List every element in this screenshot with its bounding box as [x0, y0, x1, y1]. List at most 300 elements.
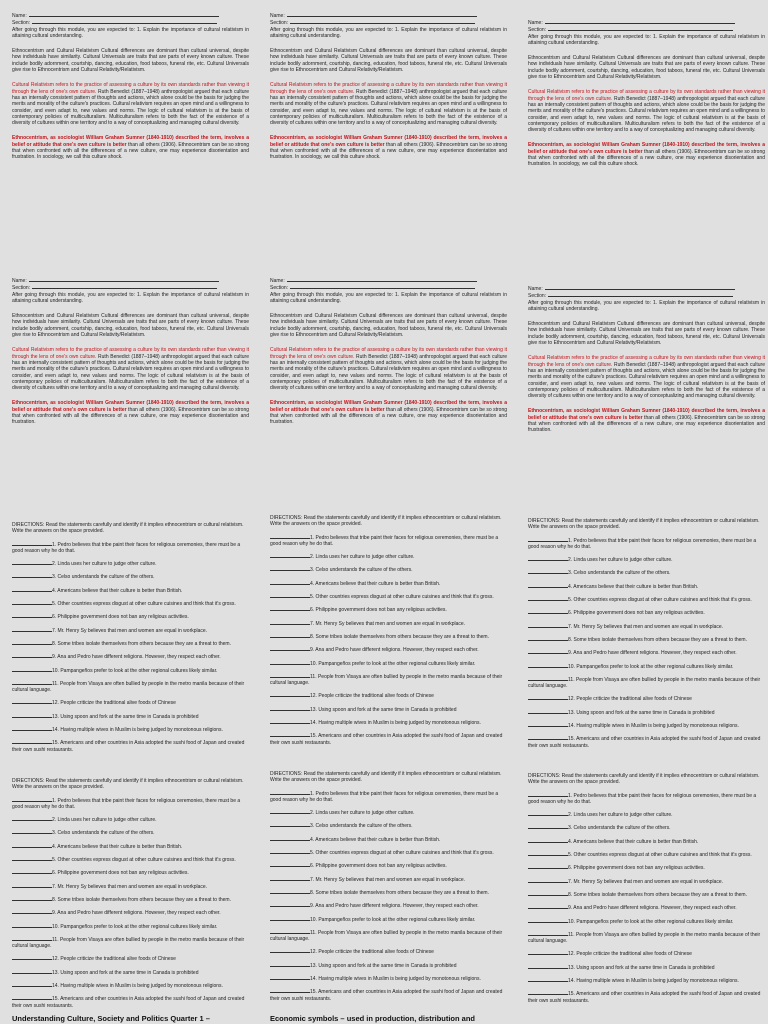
answer-blank[interactable] — [270, 660, 310, 665]
quiz-item-text: 7. Mr. Henry Sy believes that men and women are equal in workplace. — [568, 878, 724, 885]
name-label: Name: — [270, 278, 285, 284]
quiz-item — [12, 573, 249, 580]
answer-blank[interactable] — [270, 809, 310, 814]
answer-blank[interactable] — [12, 699, 52, 704]
answer-blank[interactable] — [270, 593, 310, 598]
quiz-item-text: 3. Celso understands the culture of the others. — [568, 570, 671, 577]
answer-blank[interactable] — [12, 896, 52, 901]
answer-blank[interactable] — [528, 722, 568, 727]
answer-blank[interactable] — [528, 904, 568, 909]
answer-blank[interactable] — [12, 739, 52, 744]
quiz-item-text: 15. Americans and other countries in Asia adopted the sushi food of Japan and created their own sushi restaurants. — [12, 996, 245, 1009]
answer-blank[interactable] — [12, 627, 52, 632]
quiz-item-text: 4. Americans believe that their culture is better than British. — [568, 583, 699, 590]
answer-blank[interactable] — [270, 889, 310, 894]
cultural-relativism-detail: Ruth Benedict (1887–1948) anthropologist argued that each culture has an internally consistent pattern of thoughts and actions, which alone could be the basis for judging the merits and morality of the culture's practices. Cultural relativism requires an open mind and a willingness to consider, and even adapt to, new values and norms. The logic of cultural relativism is at the basis of contemporary policies of multiculturalism. Multiculturalism refers to both the fact of the existence of a diversity of cultures within one territory and to a way of conceptualizing and managing cultural diversity. — [12, 353, 249, 392]
answer-blank[interactable] — [270, 646, 310, 651]
quiz-item — [270, 876, 507, 883]
answer-blank[interactable] — [528, 918, 568, 923]
answer-blank[interactable] — [12, 600, 52, 605]
answer-blank[interactable] — [12, 883, 52, 888]
name-blank[interactable] — [287, 12, 477, 17]
quiz-item-text: 7. Mr. Henry Sy believes that men and women are equal in workplace. — [52, 627, 208, 634]
quiz-item — [528, 556, 765, 563]
quiz-item-text: 13. Using spoon and fork at the same time in Canada is prohibited — [568, 709, 715, 716]
quiz-item — [12, 640, 249, 647]
answer-blank[interactable] — [270, 580, 310, 585]
quiz-item — [528, 977, 765, 984]
quiz-item — [528, 931, 765, 945]
quiz-item-text: 4. Americans believe that their culture is better than British. — [52, 843, 183, 850]
ethnocentrism-definition: Ethnocentrism, as sociologist William Graham Sumner (1840-1910) described the term, involves a belief or attitude that one's own culture is better — [270, 135, 507, 148]
quiz-item-text: 9. Ana and Pedro have different religions. However, they respect each other. — [310, 647, 479, 654]
answer-blank[interactable] — [270, 732, 310, 737]
quiz-item — [12, 955, 249, 962]
quiz-item — [270, 646, 507, 653]
ethnocentrism-paragraph — [270, 400, 507, 425]
quiz-item — [12, 587, 249, 594]
quiz-item — [12, 883, 249, 890]
quiz-item-text: 11. People from Visaya are often bullied by people in the metro manila because of their cultural language. — [270, 673, 503, 687]
quiz-item-text: 8. Some tribes isolate themselves from others because they are a threat to them. — [568, 636, 747, 643]
section-line[interactable] — [528, 26, 765, 33]
quiz-item-text: 12. People criticize the traditional alive foods of Chinese — [52, 956, 176, 963]
answer-blank[interactable] — [528, 709, 568, 714]
quiz-item-text: 2. Linda uses her culture to judge other culture. — [52, 817, 157, 824]
answer-blank[interactable] — [270, 902, 310, 907]
module-cell — [270, 277, 507, 432]
quiz-cell — [270, 771, 507, 1008]
quiz-item — [528, 918, 765, 925]
quiz-item-text: 3. Celso understands the culture of the others. — [310, 823, 413, 830]
answer-blank[interactable] — [270, 836, 310, 841]
section-line[interactable] — [528, 292, 765, 299]
quiz-item — [12, 982, 249, 989]
section-blank[interactable] — [290, 284, 475, 289]
name-line[interactable] — [270, 12, 507, 19]
quiz-item — [270, 719, 507, 726]
name-line[interactable] — [528, 285, 765, 292]
ethnocentrism-detail: than all others (1906). Ethnocentrism can be so strong that when confronted with all the differences of a new culture, one may experience disorientation and frustration. — [270, 141, 507, 161]
quiz-item — [12, 653, 249, 660]
quiz-item — [12, 699, 249, 706]
quiz-item — [528, 735, 765, 749]
quiz-item — [528, 569, 765, 576]
cultural-universals-paragraph: Ethnocentrism and Cultural Relativism Cultural differences are dominant than cultural universal, despite how individuals have similarity. Cultural Universals are traits that are parts of every known culture. These include bodily adornment, courtship, dancing, education, food taboos, funeral rite, etc. Cultural Universals give rise to Ethnocentrism and Cultural Relativity/Relativism. — [12, 313, 249, 339]
quiz-item — [528, 811, 765, 818]
module-cell — [528, 19, 765, 174]
quiz-cell — [270, 515, 507, 752]
quiz-item — [12, 560, 249, 567]
answer-blank[interactable] — [12, 816, 52, 821]
answer-blank[interactable] — [12, 955, 52, 960]
quiz-item — [528, 950, 765, 957]
answer-blank[interactable] — [528, 735, 568, 740]
quiz-cell — [528, 518, 765, 755]
answer-blank[interactable] — [12, 587, 52, 592]
section-label: Section: — [528, 293, 547, 300]
quiz-item-text: 10. Pampangeños prefer to look at the other regional cultures likely similar. — [310, 660, 476, 667]
answer-blank[interactable] — [12, 936, 52, 941]
quiz-item — [270, 706, 507, 713]
section-line[interactable] — [12, 284, 249, 291]
quiz-item-text: 2. Linda uses her culture to judge other culture. — [568, 812, 673, 819]
quiz-item-text: 2. Linda uses her culture to judge other culture. — [310, 554, 415, 561]
answer-blank[interactable] — [12, 829, 52, 834]
quiz-item-text: 14. Having multiple wives in Muslim is being judged by monotonous religions. — [568, 723, 739, 730]
answer-blank[interactable] — [270, 862, 310, 867]
answer-blank[interactable] — [12, 573, 52, 578]
name-blank[interactable] — [29, 12, 219, 17]
answer-blank[interactable] — [528, 537, 568, 542]
quiz-item-text: 14. Having multiple wives in Muslim is being judged by monotonous religions. — [568, 978, 739, 985]
quiz-item — [528, 583, 765, 590]
section-label: Section: — [270, 285, 289, 292]
answer-blank[interactable] — [528, 838, 568, 843]
quiz-item-text: 14. Having multiple wives in Muslim is being judged by monotonous religions. — [52, 983, 223, 990]
quiz-item-text: 6. Philippine government does not ban any religious activities. — [310, 863, 447, 870]
answer-blank[interactable] — [270, 988, 310, 993]
quiz-item — [528, 824, 765, 831]
answer-blank[interactable] — [270, 916, 310, 921]
cultural-relativism-paragraph — [528, 355, 765, 399]
quiz-item — [12, 816, 249, 823]
ethnocentrism-paragraph — [12, 400, 249, 425]
answer-blank[interactable] — [270, 975, 310, 980]
quiz-item-text: 3. Celso understands the culture of the others. — [310, 567, 413, 574]
quiz-cell — [12, 778, 249, 1015]
quiz-item — [270, 836, 507, 843]
answer-blank[interactable] — [12, 869, 52, 874]
name-line[interactable] — [12, 277, 249, 284]
quiz-item-text: 8. Some tribes isolate themselves from others because they are a threat to them. — [310, 633, 489, 640]
answer-blank[interactable] — [528, 931, 568, 936]
quiz-item — [270, 732, 507, 746]
ethnocentrism-definition: Ethnocentrism, as sociologist William Graham Sumner (1840-1910) described the term, involves a belief or attitude that one's own culture is better — [12, 400, 249, 413]
quiz-item — [12, 613, 249, 620]
quiz-item — [270, 553, 507, 560]
quiz-item-text: 11. People from Visaya are often bullied by people in the metro manila because of their cultural language. — [528, 676, 761, 690]
quiz-item-text: 1. Pedro believes that tribe paint their faces for religious ceremonies, there must be a good reason why he do that. — [270, 534, 499, 547]
module-cell — [12, 12, 249, 167]
name-blank[interactable] — [545, 285, 735, 290]
objective-text: After going through this module, you are expected to: 1. Explain the importance of cultural relativism in attaining cultural understanding. — [270, 291, 507, 304]
cultural-relativism-paragraph — [528, 89, 765, 133]
ethnocentrism-paragraph — [528, 142, 765, 167]
quiz-item-text: 7. Mr. Henry Sy believes that men and women are equal in workplace. — [310, 620, 466, 627]
cultural-relativism-detail: Ruth Benedict (1887–1948) anthropologist argued that each culture has an internally consistent pattern of thoughts and actions, which alone could be the basis for judging the merits and morality of the culture's practices. Cultural relativism requires an open mind and a willingness to consider, and even adapt to, new values and norms. The logic of cultural relativism is at the basis of contemporary policies of multiculturalism. Multiculturalism refers to both the fact of the existence of a diversity of cultures within one territory and to a way of conceptualizing and managing cultural diversity. — [270, 88, 507, 127]
quiz-item-text: 15. Americans and other countries in Asia adopted the sushi food of Japan and created their own sushi restaurants. — [270, 989, 503, 1002]
answer-blank[interactable] — [12, 856, 52, 861]
name-blank[interactable] — [29, 277, 219, 282]
quiz-item — [270, 673, 507, 687]
quiz-item — [12, 896, 249, 903]
name-label: Name: — [270, 13, 285, 19]
answer-blank[interactable] — [270, 790, 310, 795]
quiz-item-text: 10. Pampangeños prefer to look at the other regional cultures likely similar. — [568, 663, 734, 670]
quiz-item — [270, 902, 507, 909]
answer-blank[interactable] — [528, 609, 568, 614]
cultural-universals-paragraph: Ethnocentrism and Cultural Relativism Cultural differences are dominant than cultural universal, despite how individuals have similarity. Cultural Universals are traits that are parts of every known culture. These include bodily adornment, courtship, dancing, education, food taboos, funeral rite, etc. Cultural Universals give rise to Ethnocentrism and Cultural Relativity/Relativism. — [528, 55, 765, 81]
cultural-relativism-definition: Cultural Relativism refers to the practice of assessing a culture by its own standards rather than viewing it through the lens of one's own culture. — [12, 82, 249, 95]
quiz-item-text: 11. People from Visaya are often bullied by people in the metro manila because of their cultural language. — [270, 929, 503, 943]
cultural-relativism-definition: Cultural Relativism refers to the practice of assessing a culture by its own standards rather than viewing it through the lens of one's own culture. — [528, 89, 765, 102]
quiz-directions: DIRECTIONS: Read the statements carefully and identify if it implies ethnocentrism or cultural relativism. Write the answers on the space provided. — [270, 515, 502, 528]
quiz-item — [528, 838, 765, 845]
answer-blank[interactable] — [12, 653, 52, 658]
quiz-item — [528, 792, 765, 806]
ethnocentrism-detail: than all others (1906). Ethnocentrism can be so strong that when confronted with all the differences of a new culture, one may experience disorientation and frustration. — [12, 141, 249, 161]
section-line[interactable] — [270, 284, 507, 291]
quiz-directions: DIRECTIONS: Read the statements carefully and identify if it implies ethnocentrism or cultural relativism. Write the answers on the space provided. — [270, 771, 502, 784]
answer-blank[interactable] — [528, 556, 568, 561]
answer-blank[interactable] — [270, 633, 310, 638]
quiz-item — [270, 566, 507, 573]
answer-blank[interactable] — [270, 692, 310, 697]
name-blank[interactable] — [287, 277, 477, 282]
quiz-item — [270, 916, 507, 923]
quiz-item-text: 2. Linda uses her culture to judge other culture. — [568, 557, 673, 564]
quiz-item — [270, 849, 507, 856]
cultural-universals-paragraph: Ethnocentrism and Cultural Relativism Cultural differences are dominant than cultural universal, despite how individuals have similarity. Cultural Universals are traits that are parts of every known culture. These include bodily adornment, courtship, dancing, education, food taboos, funeral rite, etc. Cultural Universals give rise to Ethnocentrism and Cultural Relativity/Relativism. — [12, 48, 249, 74]
quiz-item-text: 6. Philippine government does not ban any religious activities. — [52, 614, 189, 621]
ethnocentrism-definition: Ethnocentrism, as sociologist William Graham Sumner (1840-1910) described the term, involves a belief or attitude that one's own culture is better — [528, 142, 765, 155]
quiz-item-text: 14. Having multiple wives in Muslim is being judged by monotonous religions. — [52, 727, 223, 734]
answer-blank[interactable] — [12, 995, 52, 1000]
answer-blank[interactable] — [12, 969, 52, 974]
answer-blank[interactable] — [12, 982, 52, 987]
quiz-item-text: 5. Other countries express disgust at other culture cuisines and think that it's gross. — [52, 857, 236, 864]
quiz-item — [528, 609, 765, 616]
answer-blank[interactable] — [528, 636, 568, 641]
quiz-item — [528, 623, 765, 630]
culture-shock-note: In sociology, we call this culture shock. — [35, 154, 123, 161]
quiz-item — [270, 988, 507, 1002]
quiz-cell — [528, 773, 765, 1010]
quiz-item — [12, 541, 249, 555]
cultural-relativism-detail: Ruth Benedict (1887–1948) anthropologist argued that each culture has an internally consistent pattern of thoughts and actions, which alone could be the basis for judging the merits and morality of the culture's practices. Cultural relativism requires an open mind and a willingness to consider, and even adapt to, new values and norms. The logic of cultural relativism is at the basis of contemporary policies of multiculturalism. Multiculturalism refers to both the fact of the existence of a diversity of cultures within one territory and to a way of conceptualizing and managing cultural diversity. — [528, 361, 765, 400]
quiz-item — [12, 869, 249, 876]
quiz-item — [528, 964, 765, 971]
module-cell — [270, 12, 507, 167]
answer-blank[interactable] — [12, 843, 52, 848]
quiz-item — [528, 709, 765, 716]
cultural-relativism-paragraph — [12, 347, 249, 391]
answer-blank[interactable] — [528, 977, 568, 982]
answer-blank[interactable] — [528, 891, 568, 896]
answer-blank[interactable] — [270, 566, 310, 571]
answer-blank[interactable] — [528, 623, 568, 628]
quiz-item-text: 14. Having multiple wives in Muslim is being judged by monotonous religions. — [310, 720, 481, 727]
quiz-item-text: 3. Celso understands the culture of the others. — [52, 830, 155, 837]
quiz-item-text: 1. Pedro believes that tribe paint their faces for religious ceremonies, there must be a good reason why he do that. — [12, 541, 241, 554]
name-line[interactable] — [12, 12, 249, 19]
answer-blank[interactable] — [12, 613, 52, 618]
quiz-item-text: 10. Pampangeños prefer to look at the other regional cultures likely similar. — [568, 918, 734, 925]
quiz-item-text: 5. Other countries express disgust at other culture cuisines and think that it's gross. — [568, 852, 752, 859]
answer-blank[interactable] — [528, 811, 568, 816]
quiz-item-text: 9. Ana and Pedro have different religions. However, they respect each other. — [52, 910, 221, 917]
quiz-item-text: 2. Linda uses her culture to judge other culture. — [52, 561, 157, 568]
section-blank[interactable] — [32, 19, 217, 24]
answer-blank[interactable] — [12, 726, 52, 731]
section-label: Section: — [12, 20, 31, 27]
ethnocentrism-definition: Ethnocentrism, as sociologist William Graham Sumner (1840-1910) described the term, involves a belief or attitude that one's own culture is better — [270, 400, 507, 413]
quiz-item-text: 14. Having multiple wives in Muslim is being judged by monotonous religions. — [310, 976, 481, 983]
ethnocentrism-detail: than all others (1906). Ethnocentrism can be so strong that when confronted with all the differences of a new culture, one may experience disorientation and frustration. — [528, 148, 765, 168]
answer-blank[interactable] — [528, 851, 568, 856]
answer-blank[interactable] — [528, 964, 568, 969]
section-label: Section: — [12, 285, 31, 292]
answer-blank[interactable] — [12, 713, 52, 718]
objective-text: After going through this module, you are expected to: 1. Explain the importance of cultural relativism in attaining cultural understanding. — [270, 26, 507, 39]
quiz-cell — [12, 522, 249, 759]
answer-blank[interactable] — [12, 909, 52, 914]
quiz-item — [270, 606, 507, 613]
quiz-item — [270, 889, 507, 896]
quiz-item-text: 10. Pampangeños prefer to look at the other regional cultures likely similar. — [310, 916, 476, 923]
quiz-item-text: 1. Pedro believes that tribe paint their faces for religious ceremonies, there must be a good reason why he do that. — [12, 797, 241, 810]
answer-blank[interactable] — [270, 929, 310, 934]
answer-blank[interactable] — [270, 534, 310, 539]
answer-blank[interactable] — [270, 553, 310, 558]
answer-blank[interactable] — [528, 864, 568, 869]
quiz-item-text: 6. Philippine government does not ban any religious activities. — [310, 607, 447, 614]
quiz-item-text: 12. People criticize the traditional alive foods of Chinese — [52, 700, 176, 707]
answer-blank[interactable] — [528, 569, 568, 574]
answer-blank[interactable] — [528, 663, 568, 668]
footer-middle-title: Economic symbols – used in production, distribution and — [270, 1014, 476, 1023]
answer-blank[interactable] — [528, 695, 568, 700]
quiz-item — [12, 923, 249, 930]
section-label: Section: — [528, 27, 547, 34]
quiz-item-text: 5. Other countries express disgust at other culture cuisines and think that it's gross. — [310, 850, 494, 857]
quiz-item-text: 12. People criticize the traditional alive foods of Chinese — [310, 693, 434, 700]
module-cell — [528, 285, 765, 440]
name-line[interactable] — [270, 277, 507, 284]
quiz-item — [528, 695, 765, 702]
section-blank[interactable] — [548, 26, 733, 31]
quiz-item — [528, 904, 765, 911]
name-blank[interactable] — [545, 19, 735, 24]
quiz-item-text: 3. Celso understands the culture of the others. — [568, 825, 671, 832]
section-blank[interactable] — [548, 292, 733, 297]
quiz-item — [528, 851, 765, 858]
answer-blank[interactable] — [270, 719, 310, 724]
answer-blank[interactable] — [528, 878, 568, 883]
ethnocentrism-definition: Ethnocentrism, as sociologist William Graham Sumner (1840-1910) described the term, involves a belief or attitude that one's own culture is better — [12, 135, 249, 148]
answer-blank[interactable] — [528, 676, 568, 681]
name-label: Name: — [12, 278, 27, 284]
quiz-item — [12, 843, 249, 850]
answer-blank[interactable] — [270, 606, 310, 611]
quiz-item-text: 11. People from Visaya are often bullied by people in the metro manila because of their cultural language. — [528, 931, 761, 945]
quiz-item — [12, 667, 249, 674]
quiz-item-text: 12. People criticize the traditional alive foods of Chinese — [568, 696, 692, 703]
answer-blank[interactable] — [528, 649, 568, 654]
name-label: Name: — [12, 13, 27, 19]
answer-blank[interactable] — [528, 792, 568, 797]
quiz-item — [12, 856, 249, 863]
answer-blank[interactable] — [528, 824, 568, 829]
answer-blank[interactable] — [12, 640, 52, 645]
quiz-item-text: 11. People from Visaya are often bullied by people in the metro manila because of their cultural language. — [12, 680, 245, 694]
quiz-item — [270, 620, 507, 627]
quiz-item — [270, 929, 507, 943]
quiz-item — [270, 790, 507, 804]
ethnocentrism-definition: Ethnocentrism, as sociologist William Graham Sumner (1840-1910) described the term, involves a belief or attitude that one's own culture is better — [528, 408, 765, 421]
answer-blank[interactable] — [528, 596, 568, 601]
quiz-item — [528, 649, 765, 656]
quiz-item-text: 9. Ana and Pedro have different religions. However, they respect each other. — [568, 650, 737, 657]
answer-blank[interactable] — [270, 620, 310, 625]
answer-blank[interactable] — [270, 948, 310, 953]
quiz-item — [528, 878, 765, 885]
answer-blank[interactable] — [270, 962, 310, 967]
quiz-item-text: 13. Using spoon and fork at the same time in Canada is prohibited — [568, 964, 715, 971]
quiz-item-text: 1. Pedro believes that tribe paint their faces for religious ceremonies, there must be a good reason why he do that. — [528, 537, 757, 550]
cultural-relativism-paragraph — [12, 82, 249, 126]
quiz-item-text: 13. Using spoon and fork at the same time in Canada is prohibited — [310, 706, 457, 713]
answer-blank[interactable] — [528, 583, 568, 588]
name-label: Name: — [528, 20, 543, 26]
cultural-relativism-definition: Cultural Relativism refers to the practice of assessing a culture by its own standards rather than viewing it through the lens of one's own culture. — [528, 355, 765, 368]
quiz-item-text: 8. Some tribes isolate themselves from others because they are a threat to them. — [310, 889, 489, 896]
quiz-item-text: 10. Pampangeños prefer to look at the other regional cultures likely similar. — [52, 923, 218, 930]
answer-blank[interactable] — [12, 560, 52, 565]
cultural-relativism-definition: Cultural Relativism refers to the practice of assessing a culture by its own standards rather than viewing it through the lens of one's own culture. — [270, 347, 507, 360]
answer-blank[interactable] — [12, 797, 52, 802]
quiz-item-text: 15. Americans and other countries in Asia adopted the sushi food of Japan and created their own sushi restaurants. — [528, 991, 761, 1004]
answer-blank[interactable] — [12, 667, 52, 672]
section-blank[interactable] — [32, 284, 217, 289]
answer-blank[interactable] — [270, 876, 310, 881]
name-label: Name: — [528, 286, 543, 292]
section-line[interactable] — [12, 19, 249, 26]
answer-blank[interactable] — [270, 849, 310, 854]
quiz-item — [270, 534, 507, 548]
quiz-item — [528, 864, 765, 871]
name-line[interactable] — [528, 19, 765, 26]
section-line[interactable] — [270, 19, 507, 26]
quiz-item — [270, 692, 507, 699]
quiz-item — [12, 969, 249, 976]
quiz-item — [528, 636, 765, 643]
answer-blank[interactable] — [528, 950, 568, 955]
quiz-item — [270, 822, 507, 829]
quiz-item — [270, 633, 507, 640]
quiz-item-text: 4. Americans believe that their culture is better than British. — [310, 580, 441, 587]
answer-blank[interactable] — [12, 923, 52, 928]
answer-blank[interactable] — [12, 680, 52, 685]
quiz-item — [12, 627, 249, 634]
culture-shock-note: In sociology, we call this culture shock. — [293, 154, 381, 161]
answer-blank[interactable] — [270, 822, 310, 827]
quiz-item-text: 8. Some tribes isolate themselves from others because they are a threat to them. — [568, 891, 747, 898]
quiz-item-text: 8. Some tribes isolate themselves from others because they are a threat to them. — [52, 640, 231, 647]
answer-blank[interactable] — [270, 673, 310, 678]
answer-blank[interactable] — [12, 541, 52, 546]
section-blank[interactable] — [290, 19, 475, 24]
quiz-directions: DIRECTIONS: Read the statements carefully and identify if it implies ethnocentrism or cultural relativism. Write the answers on the space provided. — [528, 773, 760, 786]
answer-blank[interactable] — [528, 990, 568, 995]
answer-blank[interactable] — [270, 706, 310, 711]
quiz-item-text: 13. Using spoon and fork at the same time in Canada is prohibited — [310, 962, 457, 969]
cultural-relativism-definition: Cultural Relativism refers to the practice of assessing a culture by its own standards rather than viewing it through the lens of one's own culture. — [270, 82, 507, 95]
quiz-item-text: 15. Americans and other countries in Asia adopted the sushi food of Japan and created their own sushi restaurants. — [528, 736, 761, 749]
quiz-item — [12, 829, 249, 836]
ethnocentrism-paragraph — [12, 135, 249, 160]
